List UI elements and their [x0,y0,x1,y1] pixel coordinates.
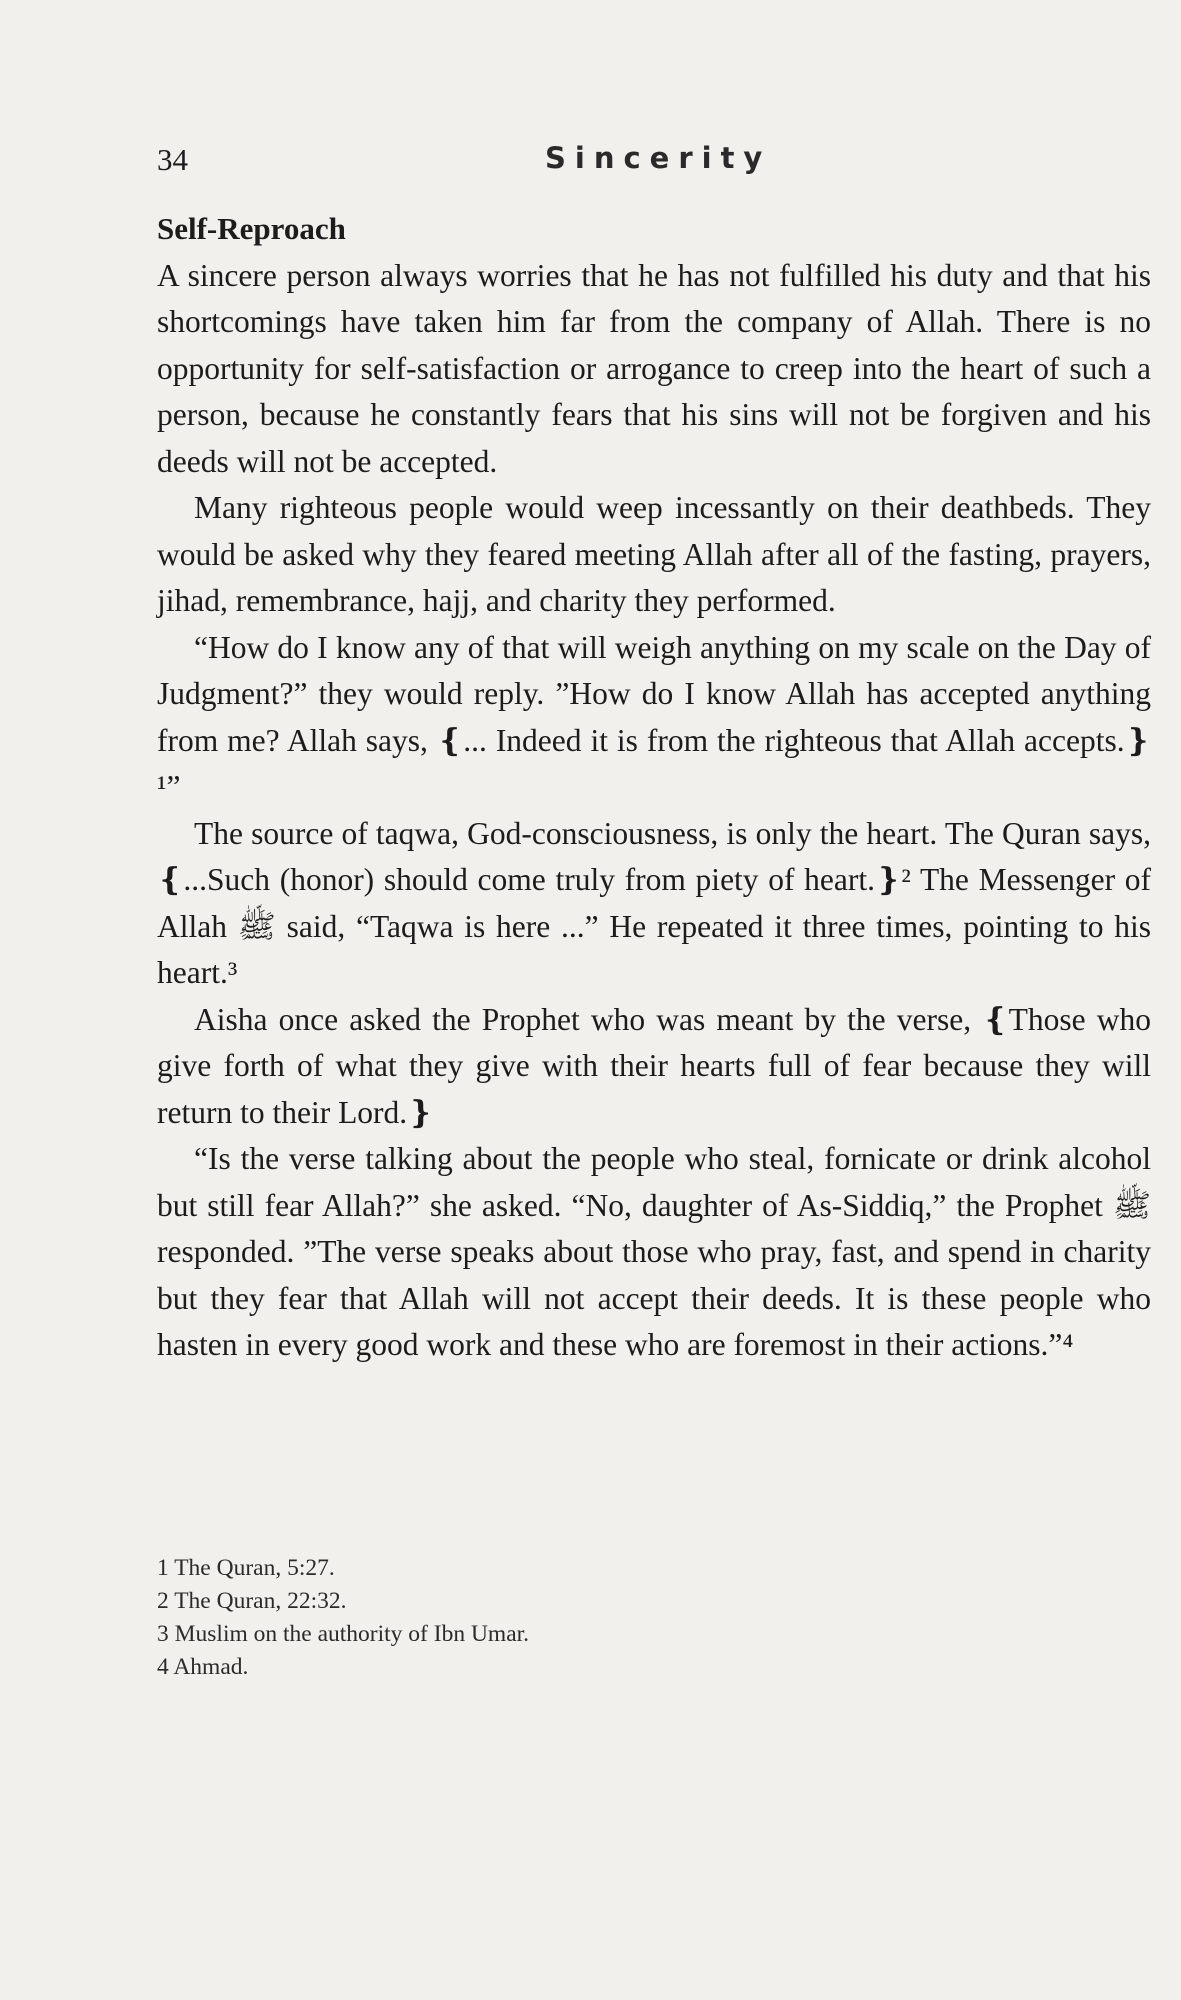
paragraph: Many righteous people would weep incessantly on their deathbeds. They would be asked why they feared meeting Allah after all of the fasting, prayers, jihad, remembrance, hajj, and charity they performed. [157,490,1151,618]
paragraph: “Is the verse talking about the people who steal, fornicate or drink alcohol but still fear Allah?” she asked. “No, daughter of As-Siddiq,” the Prophet ﷺ responded. ”The verse speaks about those who pray, fast, and spend in charity but they fear that Allah will not accept their deeds. It is these people who hasten in every good work and these who are foremost in their actions.”⁴ [157,1141,1151,1362]
page-header [157,142,1147,182]
main-text [157,206,1151,1369]
footnotes [157,1552,529,1684]
section-heading: Self-Reproach [157,211,346,246]
paragraph: Aisha once asked the Prophet who was meant by the verse, ❴Those who give forth of what they give with their hearts full of fear because they will return to their Lord.❵ [157,1001,1151,1130]
page-number: 34 [157,142,188,177]
footnote: 1 The Quran, 5:27. [157,1555,335,1581]
paragraph: “How do I know any of that will weigh anything on my scale on the Day of Judgment?” they would reply. ”How do I know Allah has accepted anything from me? Allah says, ❴... Indeed it is from the righteous that Allah accepts.❵¹” [157,629,1151,804]
running-title: Sincerity [545,141,772,175]
paragraph: A sincere person always worries that he has not fulfilled his duty and that his shortcomings have taken him far from the company of Allah. There is no opportunity for self-satisfaction or arrogance to creep into the heart of such a person, because he constantly fears that his sins will not be forgiven and his deeds will not be accepted. [157,257,1151,479]
footnote: 2 The Quran, 22:32. [157,1588,347,1614]
paragraph: The source of taqwa, God-consciousness, is only the heart. The Quran says, ❴...Such (honor) should come truly from piety of heart.❵² The Messenger of Allah ﷺ said, “Taqwa is here ...” He repeated it three times, pointing to his heart.³ [157,815,1151,990]
footnote: 4 Ahmad. [157,1654,249,1680]
footnote: 3 Muslim on the authority of Ibn Umar. [157,1621,530,1647]
